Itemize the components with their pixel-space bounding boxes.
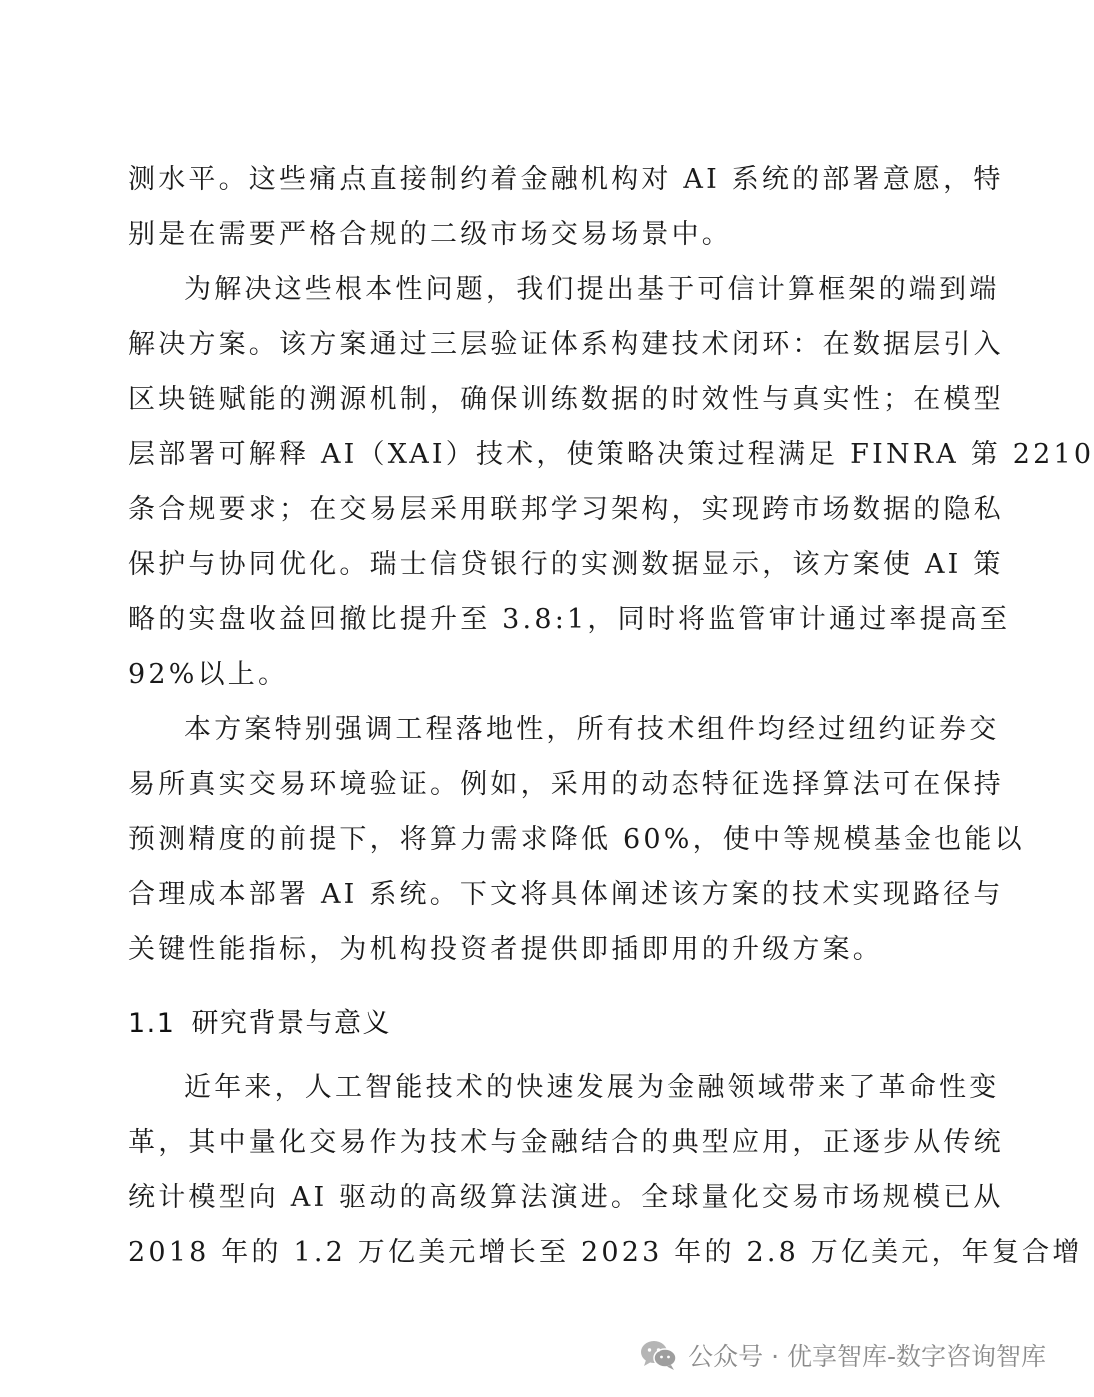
- paragraph-line: 本方案特别强调工程落地性，所有技术组件均经过纽约证券交: [184, 714, 1000, 745]
- paragraph-line: 层部署可解释 AI（XAI）技术，使策略决策过程满足 FINRA 第 2210: [128, 439, 1094, 470]
- section-title: 研究背景与意义: [191, 1008, 391, 1039]
- paragraph-line: 近年来，人工智能技术的快速发展为金融领域带来了革命性变: [184, 1072, 1000, 1103]
- paragraph-line: 92%以上。: [128, 659, 289, 690]
- paragraph-line: 统计模型向 AI 驱动的高级算法演进。全球量化交易市场规模已从: [128, 1182, 1004, 1213]
- paragraph-line: 条合规要求；在交易层采用联邦学习架构，实现跨市场数据的隐私: [128, 494, 1004, 525]
- paragraph-line: 预测精度的前提下，将算力需求降低 60%，使中等规模基金也能以: [128, 824, 1025, 855]
- wechat-watermark: [640, 1334, 1046, 1376]
- paragraph-line: 易所真实交易环境验证。例如，采用的动态特征选择算法可在保持: [128, 769, 1004, 800]
- paragraph-line: 测水平。这些痛点直接制约着金融机构对 AI 系统的部署意愿，特: [128, 164, 1004, 195]
- watermark-text: 公众号 · 优享智库-数字咨询智库: [688, 1342, 1046, 1371]
- paragraph-line: 2018 年的 1.2 万亿美元增长至 2023 年的 2.8 万亿美元，年复合增: [128, 1237, 1083, 1268]
- paragraph-line: 合理成本部署 AI 系统。下文将具体阐述该方案的技术实现路径与: [128, 879, 1004, 910]
- paragraph-line: 解决方案。该方案通过三层验证体系构建技术闭环：在数据层引入: [128, 329, 1004, 360]
- paragraph-line: 保护与协同优化。瑞士信贷银行的实测数据显示，该方案使 AI 策: [128, 549, 1004, 580]
- paragraph-line: 为解决这些根本性问题，我们提出基于可信计算框架的端到端: [184, 274, 1000, 305]
- paragraph-line: 区块链赋能的溯源机制，确保训练数据的时效性与真实性；在模型: [128, 384, 1004, 415]
- paragraph-line: 略的实盘收益回撤比提升至 3.8:1，同时将监管审计通过率提高至: [128, 604, 1011, 635]
- paragraph-line: 别是在需要严格合规的二级市场交易场景中。: [128, 219, 732, 250]
- paragraph-line: 革，其中量化交易作为技术与金融结合的典型应用，正逐步从传统: [128, 1127, 1004, 1158]
- section-heading: [128, 1004, 391, 1044]
- paragraph-line: 关键性能指标，为机构投资者提供即插即用的升级方案。: [128, 934, 883, 965]
- wechat-icon: [640, 1339, 678, 1371]
- section-number: 1.1: [128, 1008, 176, 1039]
